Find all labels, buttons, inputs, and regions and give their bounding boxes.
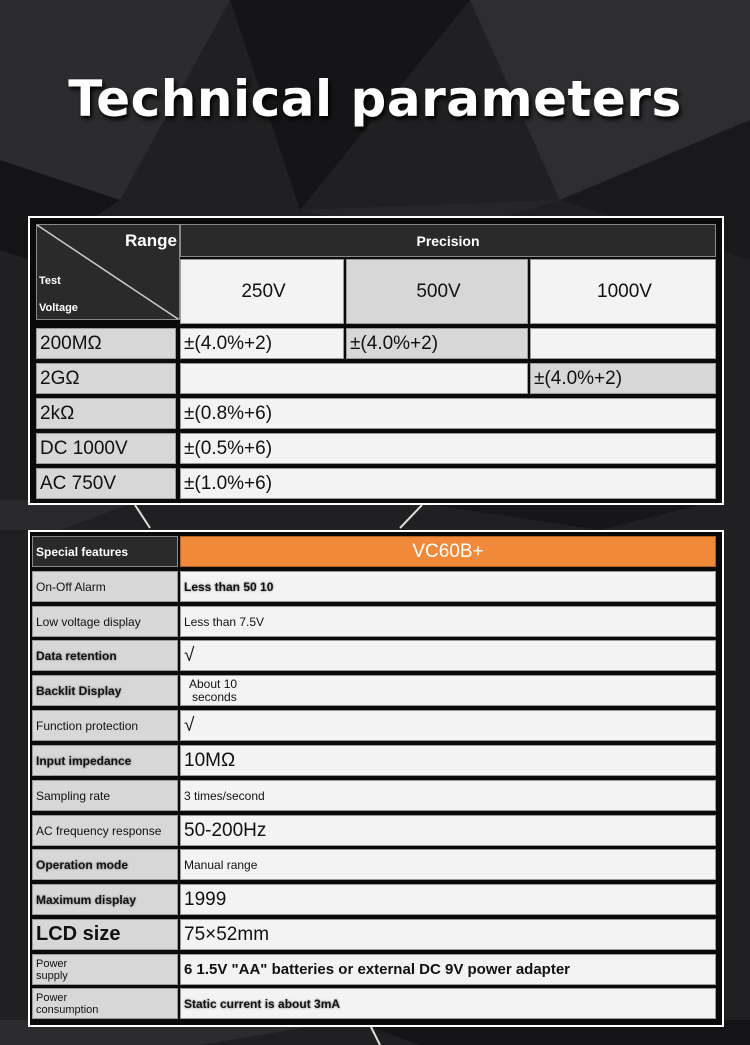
feature-sampling-rate: Sampling rate [32,780,178,811]
feature-power-supply-line2: supply [36,969,68,982]
feature-operation-mode: Operation mode [32,849,178,880]
value-function-protection: √ [180,710,716,741]
voltage-250v [180,259,344,324]
feature-power-supply [32,954,178,985]
value-backlit-line1: About 10 [189,676,238,691]
value-backlit-line2: seconds [192,689,237,704]
feature-power-consumption [32,988,178,1019]
feature-maximum-display: Maximum display [32,884,178,915]
feature-power-consumption-line1: Power [36,991,68,1004]
value-maximum-display: 1999 [180,884,716,915]
feature-lcd-size: LCD size [32,919,178,950]
value-power-supply: 6 1.5V "AA" batteries or external DC 9V power adapter [180,954,716,985]
voltage-500v-label: 500V [416,280,461,302]
range-2gohm: 2GΩ [36,363,176,394]
range-ac-750v: AC 750V [36,468,176,499]
precision-label: Precision [416,232,480,249]
feature-power-consumption-line2: consumption [36,1003,99,1016]
model-header: VC60B+ [180,536,716,567]
precision-200mohm-500v: ±(4.0%+2) [346,328,528,359]
voltage-1000v [530,259,716,324]
page-title: Technical parameters [68,70,682,128]
range-dc-1000v: DC 1000V [36,433,176,464]
precision-2kohm: ±(0.8%+6) [180,398,716,429]
precision-200mohm-250v: ±(4.0%+2) [180,328,344,359]
precision-dc-1000v: ±(0.5%+6) [180,433,716,464]
feature-power-supply-line1: Power [36,957,68,970]
value-power-consumption: Static current is about 3mA [180,988,716,1019]
feature-function-protection: Function protection [32,710,178,741]
feature-data-retention: Data retention [32,640,178,671]
voltage-1000v-label: 1000V [597,280,652,302]
range-200mohm: 200MΩ [36,328,176,359]
value-input-impedance: 10MΩ [180,745,716,776]
value-backlit-display [180,675,716,706]
value-ac-frequency-response: 50-200Hz [180,815,716,846]
test-label: Test [39,275,61,287]
value-data-retention: √ [180,640,716,671]
precision-table [28,216,724,505]
feature-low-voltage-display: Low voltage display [32,606,178,637]
value-operation-mode: Manual range [180,849,716,880]
value-lcd-size: 75×52mm [180,919,716,950]
special-features-header: Special features [32,536,178,567]
features-table [28,530,724,1027]
range-voltage-header-cell [36,224,180,320]
voltage-500v [346,259,528,324]
precision-2gohm-empty [180,363,528,394]
feature-input-impedance: Input impedance [32,745,178,776]
value-low-voltage-display: Less than 7.5V [180,606,716,637]
precision-2gohm-1000v: ±(4.0%+2) [530,363,716,394]
precision-ac-750v: ±(1.0%+6) [180,468,716,499]
value-sampling-rate: 3 times/second [180,780,716,811]
precision-200mohm-1000v [530,328,716,359]
voltage-250v-label: 250V [241,280,286,302]
feature-ac-frequency-response: AC frequency response [32,815,178,846]
feature-on-off-alarm: On-Off Alarm [32,571,178,602]
range-label: Range [125,231,177,250]
feature-backlit-display: Backlit Display [32,675,178,706]
voltage-label: Voltage [39,302,78,314]
range-2kohm: 2kΩ [36,398,176,429]
precision-header [180,224,716,257]
value-on-off-alarm: Less than 50 10 [180,571,716,602]
